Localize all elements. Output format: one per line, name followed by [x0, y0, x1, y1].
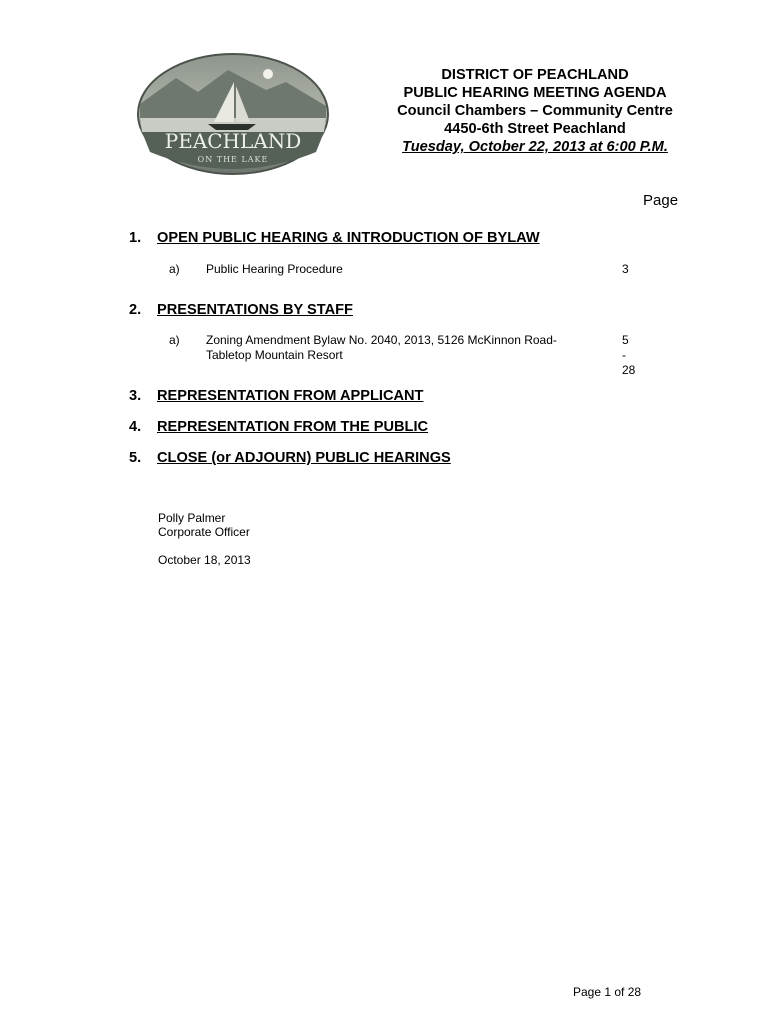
section-number: 3.	[129, 388, 142, 404]
header-line-3: Council Chambers – Community Centre	[397, 103, 673, 119]
agenda-header	[370, 66, 700, 156]
section-number: 2.	[129, 302, 142, 318]
header-line-2: PUBLIC HEARING MEETING AGENDA	[403, 85, 667, 101]
section-number: 1.	[129, 230, 142, 246]
item-letter: a)	[169, 333, 180, 347]
meeting-date: Tuesday, October 22, 2013 at 6:00 P.M.	[402, 139, 668, 155]
item-text	[206, 333, 606, 363]
section-title: OPEN PUBLIC HEARING & INTRODUCTION OF BYLAW	[157, 230, 540, 246]
signature-date: October 18, 2013	[158, 553, 251, 567]
page-column-label: Page	[643, 192, 679, 209]
item-text-line-2: Tabletop Mountain Resort	[206, 348, 343, 362]
section-5-heading	[129, 450, 451, 466]
section-1-heading	[129, 230, 540, 246]
header-line-4: 4450-6th Street Peachland	[444, 121, 626, 137]
item-page: 5 - 28	[622, 333, 636, 377]
signer-name: Polly Palmer	[158, 511, 226, 525]
item-text-line-1: Zoning Amendment Bylaw No. 2040, 2013, 5126 McKinnon Road-	[206, 333, 557, 347]
item-page: 3	[622, 262, 629, 276]
section-3-heading	[129, 388, 423, 404]
logo-sub-text: ON THE LAKE	[197, 155, 269, 164]
section-number: 5.	[129, 450, 142, 466]
logo-main-text: PEACHLAND	[164, 129, 302, 153]
section-2-heading	[129, 302, 353, 318]
section-number: 4.	[129, 419, 142, 435]
signer-role: Corporate Officer	[158, 525, 250, 539]
item-letter: a)	[169, 262, 180, 276]
page-footer: Page 1 of 28	[573, 985, 642, 999]
section-title: PRESENTATIONS BY STAFF	[157, 302, 353, 318]
peachland-logo	[136, 52, 330, 176]
section-title: CLOSE (or ADJOURN) PUBLIC HEARINGS	[157, 450, 451, 466]
section-title: REPRESENTATION FROM APPLICANT	[157, 388, 424, 404]
section-4-heading	[129, 419, 428, 435]
section-title: REPRESENTATION FROM THE PUBLIC	[157, 419, 429, 435]
header-line-1: DISTRICT OF PEACHLAND	[441, 67, 629, 83]
item-text: Public Hearing Procedure	[206, 262, 343, 276]
